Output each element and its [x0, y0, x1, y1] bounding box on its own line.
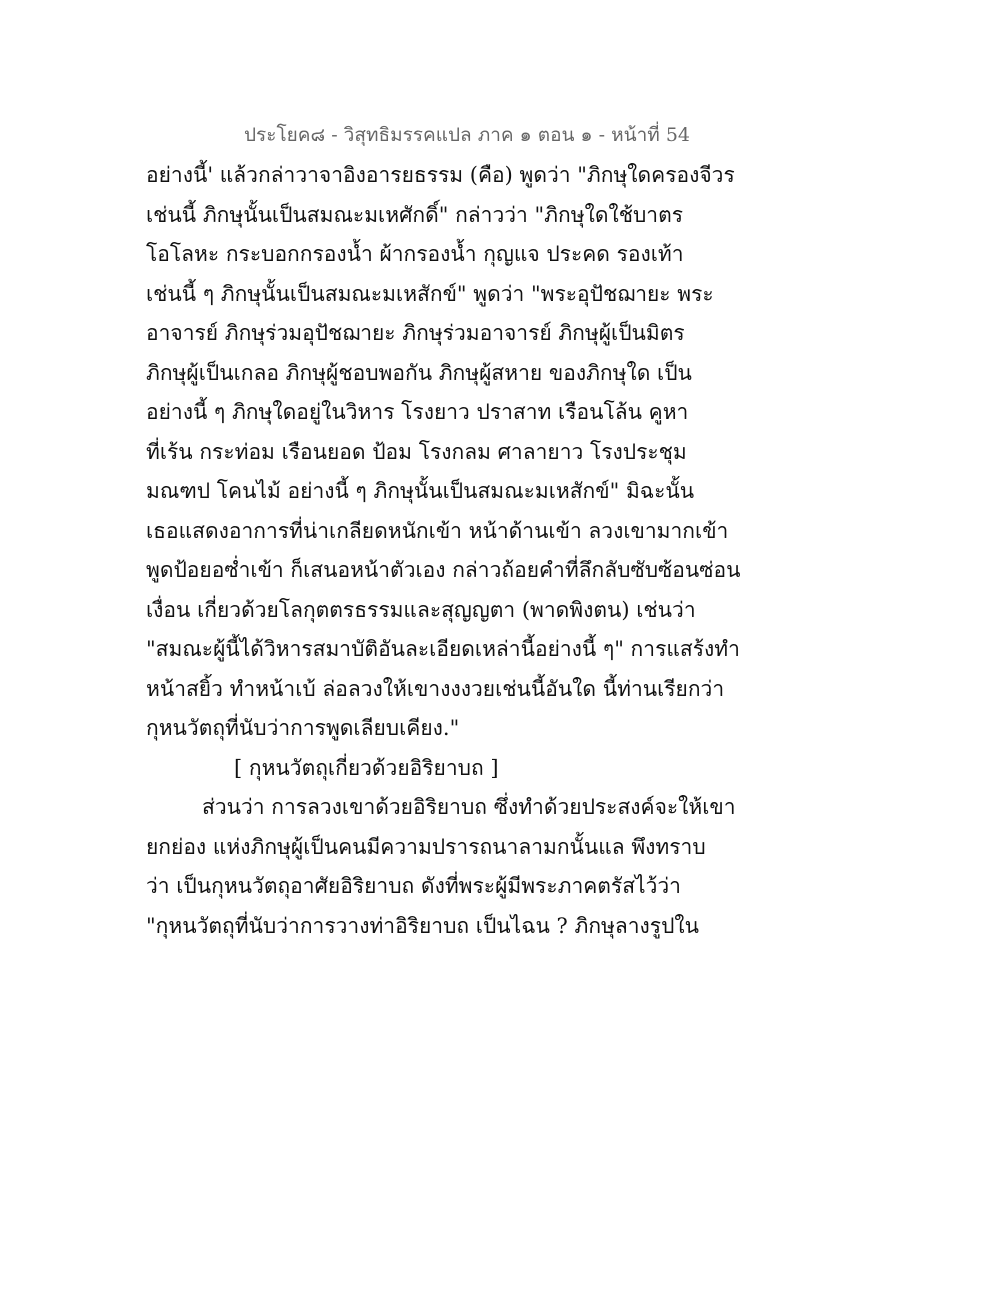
text-line: เช่นนี้ ๆ ภิกษุนั้นเป็นสมณะมเหสักข์" พูดว่า "พระอุปัชฌายะ พระ [146, 281, 714, 306]
text-line: เธอแสดงอาการที่น่าเกลียดหนักเข้า หน้าด้านเข้า ลวงเขามากเข้า [146, 518, 729, 543]
section-heading: [ กุหนวัตถุเกี่ยวด้วยอิริยาบถ ] [234, 755, 499, 780]
text-line: อย่างนี้ ๆ ภิกษุใดอยู่ในวิหาร โรงยาว ปราสาท เรือนโล้น คูหา [146, 400, 689, 424]
paragraph-first-line: ส่วนว่า การลวงเขาด้วยอิริยาบถ ซึ่งทำด้วยประสงค์จะให้เขา [202, 795, 736, 819]
text-line: อาจารย์ ภิกษุร่วมอุปัชฌายะ ภิกษุร่วมอาจารย์ ภิกษุผู้เป็นมิตร [146, 321, 685, 345]
text-line: กุหนวัตถุที่นับว่าการพูดเลียบเคียง." [146, 716, 460, 740]
text-line: มณฑป โคนไม้ อย่างนี้ ๆ ภิกษุนั้นเป็นสมณะมเหสักข์" มิฉะนั้น [146, 479, 695, 503]
text-line: เงื่อน เกี่ยวด้วยโลกุตตรธรรมและสุญญตา (พาดพิงตน) เช่นว่า [146, 597, 696, 622]
running-header: ประโยค๘ - วิสุทธิมรรคแปล ภาค ๑ ตอน ๑ - หน้าที่ 54 [244, 124, 690, 146]
text-line: "สมณะผู้นี้ได้วิหารสมาบัติอันละเอียดเหล่านี้อย่างนี้ ๆ" การแสร้งทำ [146, 637, 740, 661]
text-line: เช่นนี้ ภิกษุนั้นเป็นสมณะมเหศักดิ์" กล่าวว่า "ภิกษุใดใช้บาตร [146, 202, 684, 227]
text-line: ว่า เป็นกุหนวัตถุอาศัยอิริยาบถ ดังที่พระผู้มีพระภาคตรัสไว้ว่า [146, 874, 681, 898]
text-line: หน้าสยิ้ว ทำหน้าเบ้ ล่อลวงให้เขางงงวยเช่นนี้อันใด นี้ท่านเรียกว่า [146, 676, 725, 701]
text-line: "กุหนวัตถุที่นับว่าการวางท่าอิริยาบถ เป็นไฉน ? ภิกษุลางรูปใน [146, 913, 700, 938]
text-line: ที่เร้น กระท่อม เรือนยอด ป้อม โรงกลม ศาลายาว โรงประชุม [146, 439, 687, 464]
text-line: ยกย่อง แห่งภิกษุผู้เป็นคนมีความปรารถนาลามกนั้นแล พึงทราบ [146, 834, 706, 859]
text-line: พูดป้อยอซ่ำเข้า ก็เสนอหน้าตัวเอง กล่าวถ้อยคำที่ลึกลับซับซ้อนซ่อน [146, 558, 741, 582]
text-line: อย่างนี้' แล้วกล่าวาจาอิงอารยธรรม (คือ) พูดว่า "ภิกษุใดครองจีวร [146, 163, 735, 187]
text-line: โอโลหะ กระบอกกรองน้ำ ผ้ากรองน้ำ กุญแจ ประคด รองเท้า [146, 242, 684, 266]
text-line: ภิกษุผู้เป็นเกลอ ภิกษุผู้ชอบพอกัน ภิกษุผู้สหาย ของภิกษุใด เป็น [146, 360, 692, 385]
body-text [146, 156, 741, 946]
